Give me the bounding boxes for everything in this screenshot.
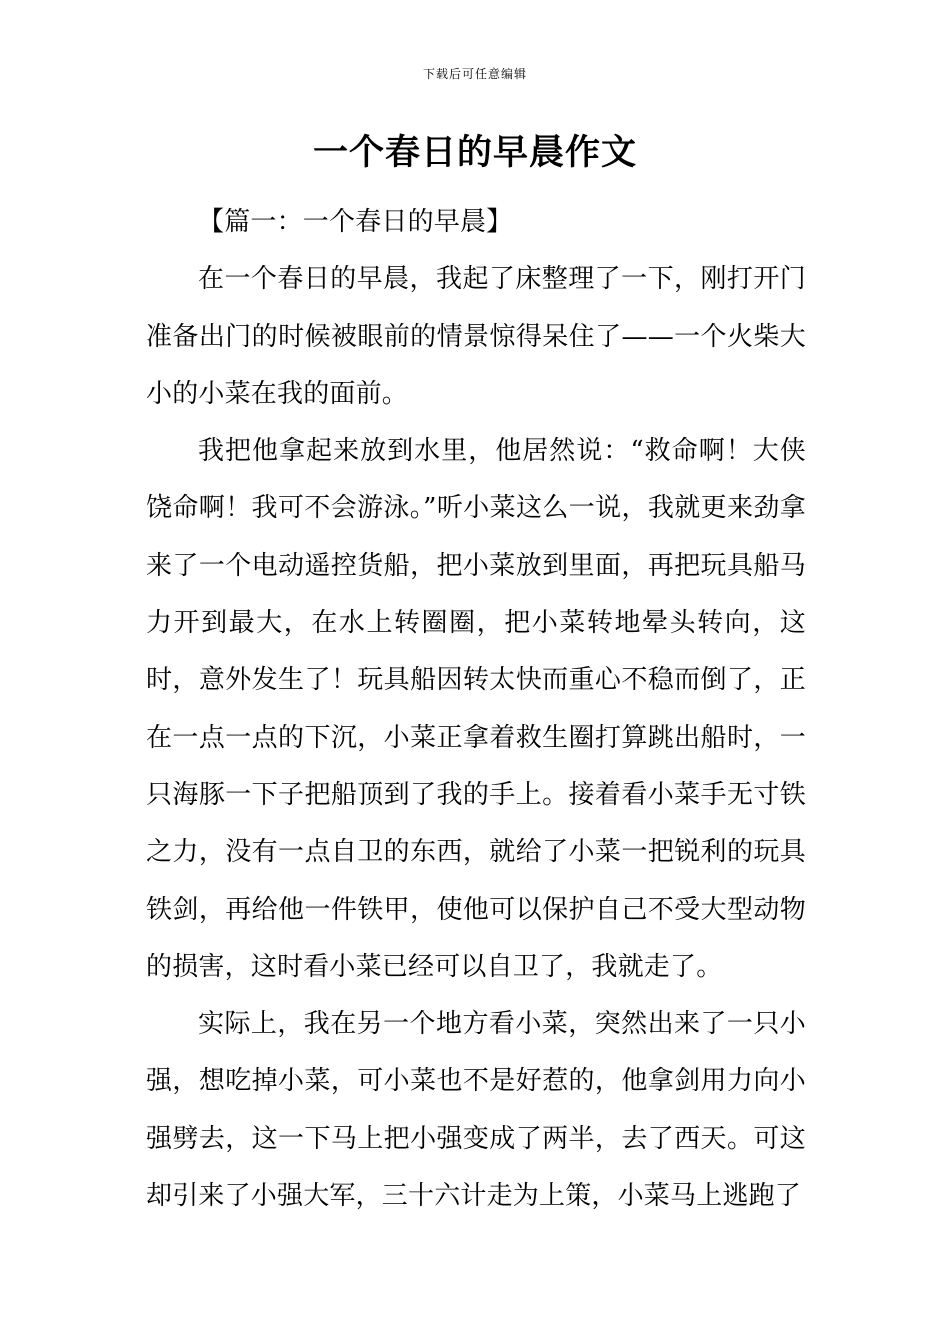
header-note: 下载后可任意编辑 [422,67,527,81]
document-body [146,194,806,1225]
section-heading: 【篇一：一个春日的早晨】 [198,207,513,237]
paragraph-3: 实际上，我在另一个地方看小菜，突然出来了一只小强，想吃掉小菜，可小菜也不是好惹的，他拿剑用力向小强劈去，这一下马上把小强变成了两半，去了西天。可这却引来了小强大军，三十六计走为上策，小菜马上逃跑了 [146,1009,806,1212]
paragraph-1: 在一个春日的早晨，我起了床整理了一下，刚打开门准备出门的时候被眼前的情景惊得呆住了——一个火柴大小的小菜在我的面前。 [146,264,806,409]
paragraph-2: 我把他拿起来放到水里，他居然说：“救命啊！大侠饶命啊！我可不会游泳。”听小菜这么一说，我就更来劲拿来了一个电动遥控货船，把小菜放到里面，再把玩具船马力开到最大，在水上转圈圈，把小菜转地晕头转向，这时，意外发生了！玩具船因转太快而重心不稳而倒了，正在一点一点的下沉，小菜正拿着救生圈打算跳出船时，一只海豚一下子把船顶到了我的手上。接着看小菜手无寸铁之力，没有一点自卫的东西，就给了小菜一把锐利的玩具铁剑，再给他一件铁甲，使他可以保护自己不受大型动物的损害，这时看小菜已经可以自卫了，我就走了。 [146,436,806,982]
document-title: 一个春日的早晨作文 [312,133,637,173]
